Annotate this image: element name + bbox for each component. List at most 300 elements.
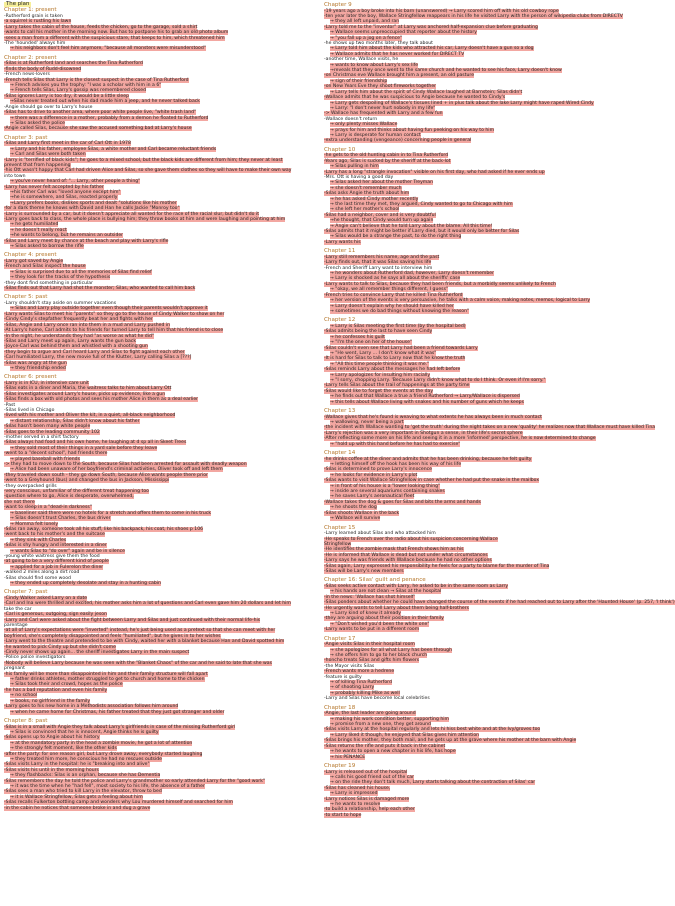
note-line-text: → "He went, Larry ... I don't know what it was" bbox=[330, 350, 437, 356]
note-line-text: -Larry finds out, that it was Silas saving his life bbox=[324, 260, 432, 266]
note-line bbox=[324, 569, 630, 574]
note-line-text: -Years ago, Silas is sucked by the sheriff at the back-lot bbox=[324, 158, 451, 164]
note-line-text: → he wants to open a new chapter in his life, has hope bbox=[330, 749, 456, 755]
note-line-text: → sometimes we do bad things without knowing the reason" bbox=[330, 308, 470, 314]
chapter-title: Chapter 12 bbox=[324, 317, 356, 324]
note-line-text: → she doesn't remember much bbox=[330, 185, 402, 191]
note-line bbox=[324, 600, 675, 606]
note-line bbox=[4, 366, 310, 371]
note-line-text: -He speaks to French over the radio about his suspicion concerning Wallace bbox=[324, 536, 498, 542]
note-line-text: → his PENANCE bbox=[330, 754, 366, 760]
note-line-text: → Larry and his father, employee Silas, a white mother and Carl became reluctant friends bbox=[10, 146, 217, 152]
note-line-text: -Carl humiliated Larry, the new movie full of the Klutter, Larry calling Silas a [???] bbox=[4, 355, 192, 361]
note-line-text: → Larry is shocked as he says all about the sheriffs' case bbox=[330, 276, 461, 282]
note-line-text: -he wanted to pick Cindy up but she didn't come bbox=[4, 644, 116, 650]
note-line-text: -Larry wants his bbox=[324, 239, 361, 245]
chapter-title: Chapter 4: present bbox=[4, 252, 57, 259]
note-line-text: -went to a Greyhound (bus) and changed the bus in Jackson, Mississippi bbox=[4, 478, 170, 484]
left-chapter-list bbox=[4, 7, 310, 811]
note-line-text: -Silas finds a box with old photos and sees his mother Alice in them as a deal earlier bbox=[4, 397, 199, 403]
note-line-text: -he shows up two months later, they talk about bbox=[324, 41, 433, 47]
chapter-title: Chapter 9 bbox=[324, 2, 352, 8]
note-line-text: -French and Sheriff Larry want to interview him bbox=[324, 265, 433, 271]
note-line-text: -Silas asks Angie the truth about him bbox=[324, 191, 410, 197]
note-line-text: → Silas is surprised due to all the memories of Silas find relief bbox=[10, 269, 152, 275]
note-line-text: -> they had to move down to the South, because Silas had been arrested for assault with deadly weapon bbox=[4, 462, 247, 468]
note-line-text: -Silas admits being the last to have seen Cindy bbox=[324, 329, 433, 335]
note-line-text: → he shoots the dog bbox=[330, 505, 377, 511]
note-line-text: -they begin to argue and Carl heard Larry and Silas to fight against each other bbox=[4, 349, 185, 355]
note-line-text: -Cindy Walker asked Larry on a date bbox=[4, 595, 88, 601]
note-line-text: -The 'hounded' always him bbox=[4, 41, 66, 47]
note-line-text: → applied for a job in Fulerelon the diner bbox=[10, 564, 104, 570]
chapter-section bbox=[4, 718, 310, 811]
note-line bbox=[324, 138, 630, 143]
note-line-text: → it was the time when he "had fell", most society to his life, the absence of a father bbox=[10, 783, 205, 789]
note-line-text: -they overpacked grills bbox=[4, 483, 57, 489]
note-line-text: -Joyce-Carl was behind them and whistled with a shooting gun bbox=[4, 344, 148, 350]
note-line-text: -finds the body of Rudd-disowned bbox=[4, 66, 82, 72]
note-line-text: -on New Years Eve they shoot fireworks together bbox=[324, 84, 437, 90]
note-line-text: -Silas admits that it might be better if Larry died, but it would only be better for Silas bbox=[324, 229, 520, 235]
note-line-text: → Larry gets despoiling of Wallace's tissues lined + in plus talk about the lake Larry might have raped Wired Cindy bbox=[330, 100, 594, 106]
note-line-text: → wants to know about Larry's sex life bbox=[330, 62, 419, 68]
note-line-text: -young white waitress give them the food bbox=[4, 553, 100, 559]
note-line-text: -Carl is generous, outgoing, sign easily jeson bbox=[4, 612, 107, 618]
note-line-text: -Larry tells Silas about the trail of happenings at the party time bbox=[324, 383, 470, 389]
note-line-text: -Wallace gives that he's found is weaving to what extents he has always been in much contact bbox=[324, 414, 542, 420]
chapter-section bbox=[4, 55, 310, 132]
note-line-text: -19 years ago a boy broke into his barn (unanswered) → Larry scored him off with his old cowboy rope bbox=[324, 8, 559, 14]
note-line-text: -Larry wants Silas to meet his "parents" so they go to the house of Cindy Walker to show on her bbox=[4, 311, 225, 317]
note-line-text: -Silas again, Larry expressed his responsibility he feels for a party to blame for the murder of Tina bbox=[324, 563, 550, 569]
note-line-text: -Silas always had food and his own home, he laughing at d sp all in Skeet Trees bbox=[4, 440, 187, 446]
note-line-text: -question where to go, Alice is desperate, overwhelmed, bbox=[4, 494, 134, 500]
note-line-text: -Larry shouldn't stay aside on summer vacations bbox=[4, 301, 117, 307]
note-line bbox=[324, 813, 630, 818]
note-line-text: -After reflecting some more on his life and seeing it in a more 'informed' perspective, he is now determined to change bbox=[324, 436, 596, 442]
note-line-text: -Angie, the last leader are going around bbox=[324, 711, 416, 717]
note-line bbox=[324, 516, 630, 521]
document-title-text: The plan bbox=[6, 1, 30, 7]
note-line bbox=[4, 806, 310, 811]
note-line-text: -He urgently wants to tell Larry about them being half-brothers bbox=[324, 605, 469, 611]
note-line-text: -Silas has to drive to another area, where poor white people live, "white trash land" bbox=[4, 110, 197, 116]
note-line-text: -Past bbox=[4, 402, 16, 408]
note-line bbox=[324, 436, 630, 441]
note-line-text: → Angie can't believe that he told Larry about the blame. All this time! bbox=[330, 223, 493, 229]
note-line-text: → making his work condition better, supporting him bbox=[330, 716, 449, 722]
note-line-text: -Larry is surrounded by a car, but it doesn't appreciate all wanted for the race of the racial slur, but didn't do it bbox=[4, 211, 260, 217]
note-line-text: -Mrs. Ott is having a good day bbox=[324, 174, 394, 180]
note-line-text: → you've never heard of: "... Larry, other people a thing" bbox=[10, 179, 141, 185]
note-line-text: → Silas took their and crowd, hopes as the police bbox=[10, 682, 123, 688]
note-line bbox=[324, 400, 630, 405]
note-line-text: →he is somewhere, and Silas, reacted properly bbox=[10, 195, 118, 201]
note-line-text: → "you fall up a jog on a fence" bbox=[330, 35, 403, 41]
note-line-text: -Silas is at Rutherford land and searches the Tina Rutherford bbox=[4, 61, 143, 67]
note-line-text: -in the news: 'Wallace has shot himself' bbox=[324, 594, 415, 600]
note-line-text: → "hold up with this hand before he has had to exercise" bbox=[330, 441, 461, 447]
chapter-section bbox=[4, 374, 310, 586]
note-line-text: → they flashbacks: Silas is an orphan, because she has Dementia bbox=[10, 773, 161, 779]
chapter-section bbox=[324, 248, 630, 314]
note-line-text: take the car bbox=[4, 606, 32, 612]
note-line-text: -Silas reminds Larry about the messages he had left before bbox=[324, 367, 461, 373]
note-line bbox=[4, 639, 310, 644]
note-line-text: → he gets humiliated bbox=[10, 222, 59, 228]
note-line-text: -feature is guilty bbox=[324, 674, 362, 680]
note-line-text: -Wallace admits that he was suspicious to Angie because he wanted to Cindy's bbox=[324, 95, 506, 101]
chapter-title: Chapter 3: past bbox=[4, 134, 48, 141]
right-chapter-list bbox=[324, 2, 675, 818]
note-line-text: -his family will be more than disappointed in him and their family structure will fall apart bbox=[4, 671, 208, 677]
note-line-text: -Silas and Larry meet up again, Larry wants the gun back bbox=[4, 338, 136, 344]
note-line-text: → Silas would be a strange the past, to do the right thing bbox=[330, 234, 462, 240]
note-line-text: -Silas ignores Larry is too dry, it would be a little sleep bbox=[4, 93, 129, 99]
note-line-text: → at the mandatory party in the head a zombie movie, he got a lot of attention bbox=[10, 740, 193, 746]
note-line-text: → letting himself off the hook has been his way of his life bbox=[330, 462, 462, 468]
note-line-text: → calls his good friend out of the car bbox=[330, 774, 415, 780]
note-line-text: -the incident with Wallace wanting to 'get the truth' during the night takes on a new 'quality' he realizes now that Wallace must have killed Tina bbox=[324, 425, 656, 431]
note-line-text: -Larry and Carl were asked about the fight between Larry and Silas and just continued with their normal life-his bbox=[4, 617, 261, 623]
note-line-text: -Silas recalls Fulkerton bottling camp and wonders why Lou murdered himself and searched for him bbox=[4, 800, 234, 806]
note-line-text: → he wonders about Rutherford dad, however, Larry doesn't remember bbox=[330, 271, 494, 277]
note-line-text: -a squirrel is rustling his lawn bbox=[4, 19, 72, 25]
chapter-title: Chapter 7: past bbox=[4, 589, 48, 596]
chapter-title: Chapter 11 bbox=[324, 248, 356, 255]
note-line-text: parentage bbox=[4, 623, 28, 628]
note-line-text: → Silas pulling in him bbox=[330, 164, 379, 170]
note-line-text: -Larry says he was friends with Wallace because he had no other options bbox=[324, 558, 492, 564]
note-line-text: -he drinks coffee at the diner and admits that he has been drinking, because he felt guilty bbox=[324, 456, 532, 462]
note-line-text: → only plenty misses Wallace bbox=[330, 122, 398, 128]
chapter-title: Chapter 16: Silas' guilt and penance bbox=[324, 577, 426, 584]
note-line-text: → they sink with Charles bbox=[10, 537, 67, 543]
chapter-section bbox=[324, 577, 675, 633]
note-line-text: -extra understanding (vengeance) concerning people in general bbox=[324, 138, 472, 144]
note-line-text: → the last time they met, they argued, Cindy wanted to go to Chicago with him bbox=[330, 202, 513, 207]
note-line-text: -French tells Silas that Larry is the closest suspect in the case of Tina Rutherford bbox=[4, 77, 189, 83]
note-line-text: → Larry told him about the kids who attracted his car, Larry doesn't have a gun so a dog bbox=[330, 46, 534, 52]
note-line-text: -Silas, Angie and Larry once ran into them in a mud and Larry pushed in bbox=[4, 322, 171, 328]
note-line-text: -Nobody will believe Larry because he was seen with the "Blanket Chaos" of the car and he said to late that she was bbox=[4, 660, 272, 666]
note-line-text: -Silas is determined to prove Larry's innocence bbox=[324, 467, 432, 473]
note-line-text: -Larry's rejection was a very important in Shotgun a sense, in their life's secret sphere bbox=[324, 430, 523, 436]
note-line-text: → "All this time people thinking it was me." bbox=[330, 361, 430, 367]
note-line-text: → Wallace will survive bbox=[330, 516, 381, 522]
note-line-text: -Silas opens up to Angie about his history bbox=[4, 735, 100, 741]
note-line-text: -Larry goes to his new home in a Methodists association follows him around bbox=[4, 704, 179, 710]
note-line-text: → they all left unpaid, and ran bbox=[330, 19, 400, 25]
note-line-text: -they are arguing about their position in their family bbox=[324, 616, 444, 622]
note-line-text: → "I sorry, chopping Larry. 'Because Larry didn't know what to do I think. Or even if I'm sorry." bbox=[330, 377, 546, 383]
chapter-section bbox=[4, 135, 310, 250]
note-line-text: -very conscious, unfamiliar of the different treat happening too bbox=[4, 489, 149, 495]
note-line-text: -He identifies the zombie mask that French shows him as his bbox=[324, 547, 464, 553]
note-line-text: → "Don't wished you'd been the white one" bbox=[330, 621, 430, 627]
note-line-text: → he looks for evidence in Larry's plot bbox=[330, 472, 418, 478]
chapter-section bbox=[324, 525, 630, 575]
note-line-text: -ten year later the boy, Wallace Stringfellow reappears in his life he visited Larry with the person of wikipedia clubs from DIRECTV bbox=[324, 14, 623, 19]
note-line-text: → his hands are not clean → Silas at the hospital bbox=[330, 589, 442, 595]
note-line-text: -went to a "decent school", had friends there bbox=[4, 451, 108, 457]
note-line-text: → she left her mother's school bbox=[330, 207, 400, 213]
note-line-text: -Silas should find some wood bbox=[4, 575, 71, 581]
chapter-title: Chapter 13 bbox=[324, 408, 356, 414]
note-line-text: -want to sleep in a "dead-in darkness" bbox=[4, 505, 92, 511]
note-line-text: -French wants more a hedrene bbox=[324, 669, 395, 675]
note-line-text: → he wants to resolve bbox=[330, 801, 381, 807]
note-line-text: → Larry is desperate for human contact bbox=[330, 132, 421, 138]
note-line-text: -Rutherford grain is taken bbox=[4, 14, 63, 19]
note-line-text: -Larry told me to the "inventor" at Larry was anchored half-expansion clue before graduating bbox=[324, 24, 538, 30]
chapter-section bbox=[4, 252, 310, 291]
note-line-text: -Silas sees a man who tried to kill Larry in the elevator, throw to bed bbox=[4, 789, 162, 795]
note-line-text: -Silas has cleaned his house, bbox=[324, 785, 391, 791]
note-line-text: -he gets to the old hunting cabin in to Tina Rutherford bbox=[324, 153, 449, 159]
note-line-text: → in front of his house is a "lower looking thing" bbox=[330, 483, 441, 489]
note-line-text: → prays for him and thinks about having fun peeking on his way to him bbox=[330, 127, 495, 133]
note-line-text: -Larry wants to talk to Silas, because they had been friends, but a morbidly seems unlikely to French bbox=[324, 281, 556, 287]
note-line-text: -for a dark theme he knows with David and Han he calls Jackie "Monroy too" bbox=[4, 206, 180, 212]
chapter-title: Chapter 10 bbox=[324, 146, 356, 153]
note-line-text: -Larry is released out of the hospital bbox=[324, 769, 408, 775]
chapter-section bbox=[324, 2, 630, 144]
note-line-text: -Silas is in a small with Angie they talk about Larry's girlfriends in case of the missing Rutherford girl bbox=[4, 724, 236, 730]
note-line-text: → Larry is Silas meeting the first time (by the hospital bed) bbox=[330, 323, 466, 329]
chapter-section bbox=[324, 147, 630, 246]
chapter-title: Chapter 1: present bbox=[4, 7, 57, 14]
note-line-text: → probably killing Mike as well bbox=[330, 690, 400, 696]
note-line-text: -Silas was angry at the gun bbox=[4, 360, 67, 366]
note-line-text: → the strongly felt moment, like the other kids bbox=[10, 746, 117, 752]
note-line bbox=[324, 240, 630, 245]
note-line-text: → baseliner said there were no hotels for a stretch and offers them to come in his truck bbox=[10, 510, 212, 516]
note-line-text: Stringfellow bbox=[324, 541, 352, 547]
note-line-text: → on the ride they don't talk much, Larry starts talking about the contraction of Silas' car bbox=[330, 780, 536, 786]
notes-page bbox=[0, 1, 675, 904]
note-line-text: -Carl and Ina were thrilled and excited, his mother asks him a lot of questions and Carl even gave him 20 dollars and let him bbox=[4, 601, 291, 607]
chapter-section bbox=[4, 7, 310, 51]
note-line-text: -Larry is "terrified of black kids"; he goes to a mixed school, but the black kids are different from him; they never at least bbox=[4, 157, 283, 163]
chapter-title: Chapter 18 bbox=[324, 704, 356, 711]
note-line bbox=[324, 309, 630, 314]
chapter-title: Chapter 2: present bbox=[4, 54, 57, 61]
chapter-title: Chapter 17 bbox=[324, 635, 356, 642]
note-line-text: -French and Silas inspect the house bbox=[4, 264, 86, 270]
right-column bbox=[324, 2, 675, 904]
note-line-text: -French news-lovers bbox=[4, 72, 50, 78]
note-line-text: -> Wallace has frequented with Larry and a few fun bbox=[324, 111, 443, 117]
note-line-text: -walked 2 miles along a dirt road bbox=[4, 570, 80, 576]
note-line-text: -another time, Wallace visits, he bbox=[324, 57, 399, 63]
note-line-text: -Silas returns the rifle and puts it back in the cabinet bbox=[324, 743, 446, 749]
note-line-text: -He is informed that Wallace is dead but not under what circumstances bbox=[324, 552, 488, 558]
note-line-text: → Silas asked the police bbox=[10, 120, 65, 126]
note-line bbox=[4, 46, 310, 51]
note-line bbox=[4, 661, 310, 666]
chapter-section bbox=[324, 450, 630, 521]
note-line-text: → books, no girlfriend in the family bbox=[10, 698, 91, 704]
note-line-text: → wants Silas to "do over" again and be in silence bbox=[10, 548, 125, 554]
note-line-text: -Silas remembers the day he told the police and Larry's grandmother so early attended Larry for the "good work" bbox=[4, 778, 265, 784]
note-line-text: → Larry tells him about the spirit of Cindy Wallace laughed at Barnstein; Silas didn't bbox=[330, 89, 523, 95]
note-line-text: → they treated him more, he conscious he had no rescues outside bbox=[10, 756, 162, 762]
note-line-text: →Silas never treated out when his dad made him a jeep, and he never talked back bbox=[10, 99, 200, 105]
note-line-text: -Larry got saved by Angie bbox=[4, 259, 64, 265]
note-line-text: → "okay, we all remember things different, I guess" bbox=[330, 287, 449, 293]
note-line-text: →reveals that they once went to the same church and he wanted to see his face, Larry doesn't know bbox=[330, 68, 562, 74]
note-line-text: -to start to hope bbox=[324, 812, 362, 818]
note-line-text: -Silas visits his until in the morning hours bbox=[4, 767, 99, 773]
note-line-text: → Carl and Silas were both taken bbox=[10, 152, 86, 158]
note-line-text: -wants to call his mother in the morning now. But has to postpone his to grab an old photo album bbox=[4, 30, 229, 36]
chapter-section bbox=[324, 636, 630, 702]
note-line-text: -after the party: for one reason girl, but Larry drove away, everybody started laughing bbox=[4, 751, 203, 757]
note-line-text: → Larry liked it though, he enjoyed that Silas gives him attention bbox=[330, 732, 480, 738]
note-line-text: → Larry is impressed bbox=[330, 791, 378, 797]
note-line-text: -the Mayor visits Silas bbox=[324, 663, 375, 669]
note-line-text: -at going to be a very different kind of people bbox=[4, 559, 109, 565]
note-line-text: →his father Carl was "loved anyone except him" bbox=[10, 189, 121, 195]
note-line-text: → they look for the tracks of the hypothesis bbox=[10, 275, 111, 281]
note-line bbox=[324, 298, 630, 303]
note-line-text: → distant relationship, Silas didn't know about his father bbox=[10, 418, 140, 424]
note-line-text: -Silas visits Larry in the hospital: he is "breaking into and alive" bbox=[4, 762, 150, 768]
note-line-text: → Silas and Larry play outside together even though their parents wouldn't approve it bbox=[10, 306, 208, 312]
note-line bbox=[324, 696, 630, 701]
note-line-text: → Silas asked to borrow the rifle bbox=[10, 244, 84, 250]
note-line-text: -Silas is shy hungry and interested in a diner bbox=[4, 543, 107, 549]
left-column bbox=[4, 2, 310, 904]
note-line-text: -in the cabin he notices that someone broke in and dug a grave bbox=[4, 805, 151, 811]
note-line-text: -Silas visits Larry at the hospital regularly and lets hi hiss best white and at the Ivy/groves too bbox=[324, 727, 541, 733]
note-line-text: → she offers him to go to her black church bbox=[330, 653, 428, 658]
note-line-text: -Silas finds out that Larry had shot the monster; Silas, who wanted to call him back bbox=[4, 286, 196, 292]
note-line-text: →Larry prefers books, dislikes sports and dealt "solutions like his mother bbox=[10, 200, 177, 206]
note-line-text: -honcho treats Silas and gifts him flowers bbox=[324, 658, 420, 664]
note-line-text: → there was a difference in a mother, probably from a demon he floated to Rutherford bbox=[10, 115, 209, 121]
note-line-text: → sign of their friendship bbox=[330, 78, 388, 84]
note-line-text: -Silas ran away, someone took all his stuff, like his backpack, his coat, his shoes p 106 bbox=[4, 526, 204, 532]
note-line bbox=[4, 126, 310, 131]
note-line bbox=[324, 442, 630, 447]
note-line bbox=[4, 168, 310, 173]
note-line-text: -Silas wants to visit Wallace Stringfellow in case whether he had put the snake in the mailbox bbox=[324, 478, 540, 484]
note-line-text: → he finds out that Wallace a true a friend Rutherford → Larry/Wallace is dispersed bbox=[330, 394, 520, 400]
note-line-text: → no school bbox=[10, 693, 38, 699]
note-line-text: → of shooting Larry bbox=[330, 685, 375, 691]
note-line-text: → of killing Tina Rutherford bbox=[330, 680, 392, 686]
chapter-section bbox=[324, 705, 630, 760]
note-line-text: -Silas and Larry meet by chance at the beach and play with Larry's rifle bbox=[4, 238, 169, 244]
note-line-text: → Silas asked her about the mother Treyman bbox=[330, 180, 433, 186]
note-line-text: → they sold most of their things in a yard sale before they leave bbox=[10, 445, 158, 451]
chapter-section bbox=[324, 317, 630, 405]
note-line-text: → he has asked Cindy mother recently bbox=[330, 196, 419, 202]
note-line-text: -at all of Larry's expectations were "inverted" instead, he's just being used as a pretext so that she can meet with her bbox=[4, 628, 276, 634]
chapter-section bbox=[4, 294, 310, 371]
note-line-text: -Cindy Cindy's stepfather frequently beat her and fights with her bbox=[4, 317, 153, 323]
note-line-text: → played baseball with friends bbox=[10, 456, 80, 462]
note-line-text: -Police police investigators bbox=[4, 655, 66, 661]
note-line-text: prevent that from happening bbox=[4, 162, 71, 168]
note-line-text: -Angie visits Silas in their hospital room bbox=[324, 642, 415, 648]
note-line-text: -Silas hasn't been many white people bbox=[4, 424, 91, 430]
note-line-text: -Silas will be Larry's new members bbox=[324, 568, 404, 574]
note-line bbox=[4, 601, 310, 606]
note-line-text: → they friendship ended bbox=[10, 365, 66, 371]
note-line-text: → Larry apologizes for insulting him racially bbox=[330, 372, 431, 378]
note-line-text: -Silas eats in a diner and Maria, the waitress talks to him about Larry Ott bbox=[4, 386, 172, 392]
note-line bbox=[4, 581, 310, 586]
note-line-text: -Larry wants to be put in a different room bbox=[324, 627, 420, 633]
note-line-text: -Silas couldn't even see that Larry had been a friend towards Larry bbox=[324, 345, 478, 351]
note-line-text: -Angie should go over to Larry's house bbox=[4, 104, 93, 110]
note-line-text: → his neighbors don't feel him anymore, "because all monsters were misunderstood" bbox=[10, 46, 206, 52]
chapter-title: Chapter 6: present bbox=[4, 374, 57, 381]
note-line-text: -Wallace takes the dog & goes for Silas and bits the arms and hands bbox=[324, 499, 481, 505]
chapter-section bbox=[324, 763, 630, 818]
note-line-text: → he confesses his guilt bbox=[330, 334, 385, 340]
note-line-text: -Silas shoots Wallace in the back bbox=[324, 510, 400, 516]
note-line-text: -he has a bad reputation and even his family bbox=[4, 687, 108, 693]
note-line bbox=[4, 286, 310, 291]
note-line-text: -Larry takes the cabin of the house, feeds the chicken, go to the garage, sold a shirt bbox=[4, 24, 198, 30]
note-line-text: → French tells Silas, Larry's gossip was remembered closed bbox=[10, 88, 147, 94]
note-line-text: → French advises you the trophy: "I was a scholar with him in a 6" bbox=[10, 83, 162, 89]
note-line-text: -It is hard for Silas to talk to Larry now that he know the truth bbox=[324, 356, 466, 362]
note-line-text: -Silas lived in Chicago bbox=[4, 407, 55, 413]
note-line-text: -Larry still remembers his name, age and the past bbox=[324, 254, 440, 260]
note-line-text: -Silas ponders about whether he could have changed the course of the events if he had reached out to Larry after the 'Haunted House' (p. 257, 'I think') bbox=[324, 600, 675, 606]
note-line-text: -lived with his mother and Oliver the kit, in a quiet, all-black neighborhood bbox=[4, 413, 176, 419]
note-line-text: -they dont find something in particular bbox=[4, 280, 93, 286]
note-line-text: -Angie called Silas, because she saw the accused something bad at Larry's house bbox=[4, 126, 192, 132]
note-line-text: →he wants to belong, but he remains an outsider bbox=[10, 233, 124, 239]
note-line-text: -they traveled down south - they go down South, because Alice wants people there prior bbox=[4, 472, 208, 478]
note-line-text: → they ended up completely desolate and stay in a hunting cabin bbox=[10, 580, 161, 586]
note-line-text: → her version of the events is very persuasive, he talks with a calm voice, making notes, memos, logical to Larry bbox=[330, 298, 591, 304]
note-line-text: → Silas doesn't trust Charles, the bus driver bbox=[10, 516, 111, 522]
note-line-text: -Larry is in ICU, in intensive care unit bbox=[4, 380, 89, 386]
note-line-text: -Silas seeks active contact with Larry, he asked to be in the same room as Larry bbox=[324, 583, 509, 589]
note-line-text: -French tries to convince Larry that he killed Tina Rutherford bbox=[324, 292, 463, 298]
note-line-text: → Larry: "I don't never hurt nobody in my life" bbox=[330, 105, 436, 111]
note-line-text: → it is Wallace Stringfellow, Silas gets a feeling about him bbox=[10, 794, 143, 800]
note-line-text: → he saves Larry's aeronautical fleet bbox=[330, 494, 415, 500]
note-line-text: -Larry has never felt accepted by his father bbox=[4, 184, 104, 190]
note-line-text: -Silas had a neighbor, cover and is very doubtful bbox=[324, 212, 436, 218]
note-line-text: → "I'm the one on her of the house" bbox=[330, 340, 413, 346]
note-line-text: -Larry learned about Silas and who attacked him bbox=[324, 531, 436, 537]
chapter-title: Chapter 8: past bbox=[4, 717, 48, 724]
note-line-text: → she apologizes for all what Larry has been through bbox=[330, 647, 452, 653]
note-line-text: -Silas brings his mother, they both mail, and he gets up at the grave where his mother at the barn with Angie bbox=[324, 738, 577, 744]
note-line-text: -to build a relationship, help each other bbox=[324, 807, 415, 813]
note-line-text: -Larry and Silas have become local celebrities bbox=[324, 696, 430, 702]
note-line-text: pregnant bbox=[4, 666, 25, 672]
note-line bbox=[324, 755, 630, 760]
note-line-text: → promise from a new one, they get around bbox=[330, 722, 431, 728]
note-line-text: boyfriend, she's completely disappointed and feels "humiliated", but he gives in to her wishes bbox=[4, 633, 221, 639]
note-line-text: -Silas and Larry first meet in the car of Carl Ott in 1978 bbox=[4, 141, 131, 147]
note-line-text: -Larry goes back to class, the whole place is bullying him; they throw books at him and were laughing and pointing at him bbox=[4, 217, 286, 222]
note-line-text: -sees a man from a different with the suspicious stare, that keeps to him, which threatened him bbox=[4, 35, 225, 41]
note-line-text: → father drinks athletes, mother struggled to get to church and home to the chicken bbox=[10, 677, 205, 683]
note-line-text: → this tells about Wallace living with snakes and his number of guns which he keeps bbox=[330, 399, 524, 405]
